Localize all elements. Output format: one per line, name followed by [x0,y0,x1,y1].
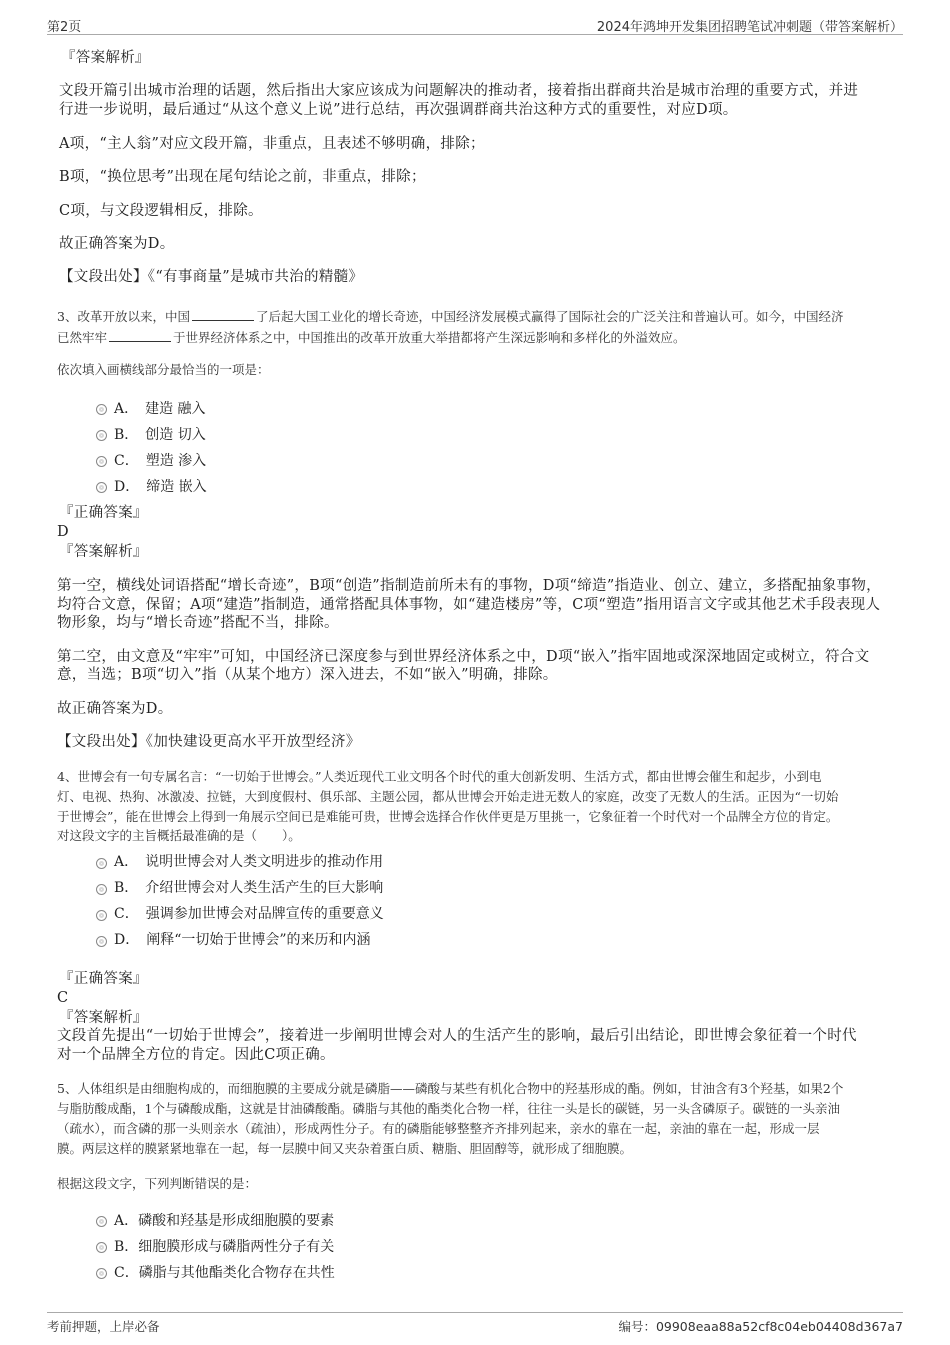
page-header [47,14,903,35]
q2-source: 【文段出处】《“有事商量”是城市共治的精髓》 [59,269,364,285]
q2-option-a-analysis: A项，“主人翁”对应文段开篇，非重点，且表述不够明确，排除； [59,136,485,152]
q3-stem-line-2 [57,328,686,347]
q3-option-b[interactable]: B． 创造 切入 [114,427,206,443]
q3-analysis-p1-line-2: 均符合文意，保留；A项“建造”指制造，通常搭配具体事物，如“建造楼房”等，C项“塑造”指用语言文字或其他艺术手段表现人 [57,597,881,613]
q3-option-d[interactable]: D． 缔造 嵌入 [114,479,207,495]
q4-option-d-radio[interactable] [96,936,107,947]
q3-prompt: 依次填入画横线部分最恰当的一项是： [57,362,270,377]
q4-stem-line-4: 对这段文字的主旨概括最准确的是（ ）。 [57,828,301,843]
q3-source: 【文段出处】《加快建设更高水平开放型经济》 [57,734,361,750]
q5-stem-line-3: （疏水），而含磷的那一头则亲水（疏油），形成两性分子。有的磷脂能够整整齐齐排列起来，亲水的靠在一起，亲油的靠在一起，形成一层 [57,1121,820,1136]
q3-option-a[interactable]: A． 建造 融入 [114,401,206,417]
q2-option-b-analysis: B项，“换位思考”出现在尾句结论之前，非重点，排除； [59,169,426,185]
q3-option-a-radio[interactable] [96,404,107,415]
q5-option-c[interactable]: C．磷脂与其他酯类化合物存在共性 [114,1265,335,1281]
q3-blank-2 [109,328,171,342]
q4-stem-line-3: 于世博会”，能在世博会上得到一角展示空间已是难能可贵，世博会选择合作伙伴更是万里挑一，它象征着一个时代对一个品牌全方位的肯定。 [57,809,839,824]
q2-conclusion: 故正确答案为D。 [59,236,175,252]
q5-stem-line-4: 膜。两层这样的膜紧紧地靠在一起，每一层膜中间又夹杂着蛋白质、糖脂、胆固醇等，就形成了细胞膜。 [57,1141,633,1156]
q5-prompt: 根据这段文字，下列判断错误的是： [57,1176,258,1191]
q3-option-d-radio[interactable] [96,482,107,493]
q3-option-c-radio[interactable] [96,456,107,467]
q3-stem-part-4: 于世界经济体系之中，中国推出的改革开放重大举措都将产生深远影响和多样化的外溢效应。 [173,330,686,345]
q3-analysis-p1-line-1: 第一空，横线处词语搭配“增长奇迹”，B项“创造”指制造前所未有的事物，D项“缔造”指造业、创立、建立，多搭配抽象事物， [57,578,881,594]
q4-option-d[interactable]: D． 阐释“一切始于世博会”的来历和内涵 [114,932,371,948]
q3-answer: D [57,524,69,540]
q3-option-c[interactable]: C． 塑造 渗入 [114,453,207,469]
q3-stem-line-1 [57,307,843,326]
q3-stem-part-3: 已然牢牢 [57,330,108,345]
page-number: 第2页 [47,20,82,35]
q2-option-c-analysis: C项，与文段逻辑相反，排除。 [59,203,263,219]
q3-blank-1 [192,307,254,321]
q4-stem-line-1: 4、世博会有一句专属名言：“一切始于世博会。”人类近现代工业文明各个时代的重大创新发明、生活方式，都由世博会催生和起步，小到电 [57,769,822,784]
q4-analysis-line-2: 对一个品牌全方位的肯定。因此C项正确。 [57,1047,335,1063]
q3-conclusion: 故正确答案为D。 [57,701,173,717]
q5-option-b-radio[interactable] [96,1242,107,1253]
footer-slogan: 考前押题，上岸必备 [47,1319,160,1334]
document-code: 编号：09908eaa88a52cf8c04eb04408d367a7 [618,1319,903,1334]
q5-option-b[interactable]: B．细胞膜形成与磷脂两性分子有关 [114,1239,335,1255]
q3-stem-part-1: 3、改革开放以来，中国 [57,309,190,324]
q4-option-a-radio[interactable] [96,858,107,869]
q5-option-c-radio[interactable] [96,1268,107,1279]
q2-analysis-label: 『答案解析』 [61,50,150,66]
q4-option-c-radio[interactable] [96,910,107,921]
q3-analysis-p2-line-2: 意，当选；B项“切入”指（从某个地方）深入进去，不如“嵌入”明确，排除。 [57,667,558,683]
q4-option-c[interactable]: C． 强调参加世博会对品牌宣传的重要意义 [114,906,384,922]
q3-analysis-p1-line-3: 物形象，均与“增长奇迹”搭配不当，排除。 [57,615,339,631]
q3-option-b-radio[interactable] [96,430,107,441]
q3-answer-label: 『正确答案』 [59,505,148,521]
q4-answer-label: 『正确答案』 [59,971,148,987]
q3-stem-part-2: 了后起大国工业化的增长奇迹，中国经济发展模式赢得了国际社会的广泛关注和普遍认可。如今，中国经济 [255,309,844,324]
q4-option-b[interactable]: B． 介绍世博会对人类生活产生的巨大影响 [114,880,384,896]
q3-analysis-p2-line-1: 第二空，由文意及“牢牢”可知，中国经济已深度参与到世界经济体系之中，D项“嵌入”指牢固地或深深地固定或树立，符合文 [57,649,870,665]
q2-analysis-line-1: 文段开篇引出城市治理的话题，然后指出大家应该成为问题解决的推动者，接着指出群商共治是城市治理的重要方式，并进 [59,83,859,99]
q4-option-b-radio[interactable] [96,884,107,895]
q4-stem-line-2: 灯、电视、热狗、冰激凌、拉链，大到度假村、俱乐部、主题公园，都从世博会开始走进无数人的家庭，改变了无数人的生活。正因为“一切始 [57,789,839,804]
q4-option-a[interactable]: A． 说明世博会对人类文明进步的推动作用 [114,854,384,870]
q4-analysis-label: 『答案解析』 [59,1010,148,1026]
q5-option-a-radio[interactable] [96,1216,107,1227]
q5-option-a[interactable]: A．磷酸和羟基是形成细胞膜的要素 [114,1213,335,1229]
page-footer [47,1312,903,1335]
q4-analysis-line-1: 文段首先提出“一切始于世博会”，接着进一步阐明世博会对人的生活产生的影响，最后引出结论，即世博会象征着一个时代 [57,1028,857,1044]
q5-stem-line-1: 5、人体组织是由细胞构成的，而细胞膜的主要成分就是磷脂——磷酸与某些有机化合物中的羟基形成的酯。例如，甘油含有3个羟基，如果2个 [57,1081,844,1096]
q5-stem-line-2: 与脂肪酸成酯，1个与磷酸成酯，这就是甘油磷酸酯。磷脂与其他的酯类化合物一样，往往一头是长的碳链，另一头含磷原子。碳链的一头亲油 [57,1101,840,1116]
document-title: 2024年鸿坤开发集团招聘笔试冲刺题（带答案解析） [596,20,903,35]
q4-answer: C [57,990,69,1006]
q2-analysis-line-2: 行进一步说明，最后通过“从这个意义上说”进行总结，再次强调群商共治这种方式的重要性，对应D项。 [59,102,738,118]
q3-analysis-label: 『答案解析』 [59,544,148,560]
